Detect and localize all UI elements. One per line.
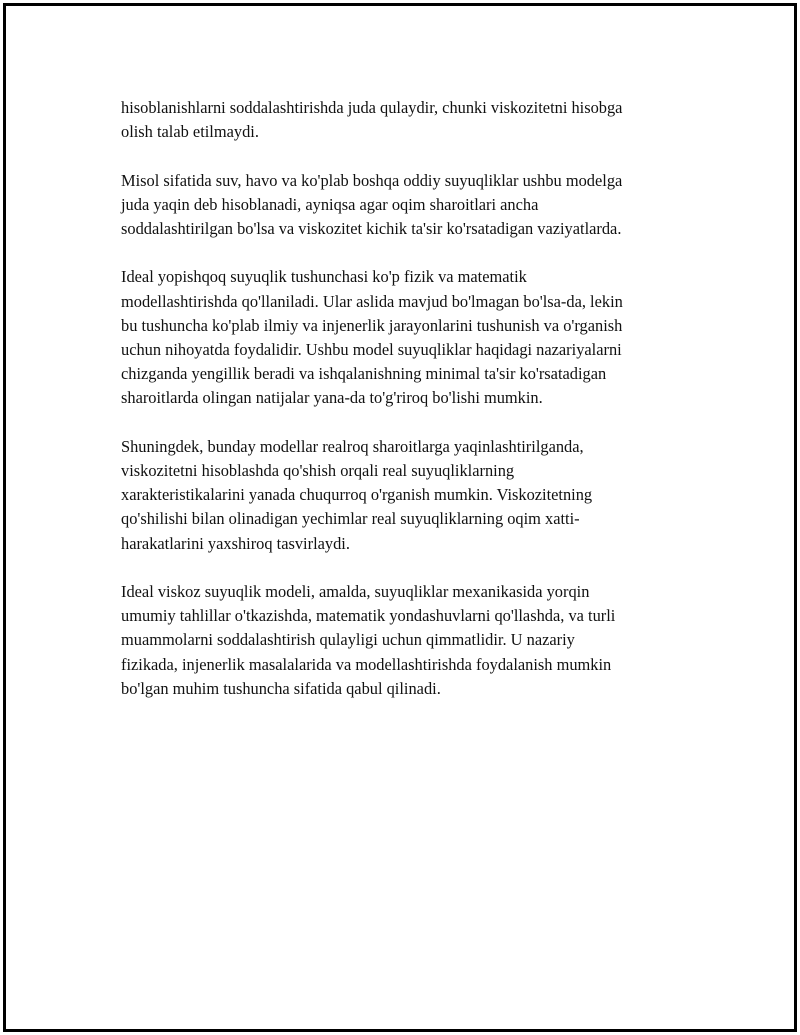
text-line: uchun nihoyatda foydalidir. Ushbu model suyuqliklar haqidagi nazariyalarni: [121, 340, 622, 359]
text-line: fizikada, injenerlik masalalarida va modellashtirishda foydalanish mumkin: [121, 654, 612, 674]
paragraph-2: [121, 169, 691, 242]
text-line: qo'shilishi bilan olinadigan yechimlar real suyuqliklarning oqim xatti-: [121, 509, 580, 529]
text-line: viskozitetni hisoblashda qo'shish orqali real suyuqliklarning: [121, 461, 515, 480]
paragraph-5: [121, 580, 691, 701]
text-line: Misol sifatida suv, havo va ko'plab boshqa oddiy suyuqliklar ushbu modelga: [121, 170, 623, 190]
paragraph-4: [121, 435, 691, 556]
text-line: chizganda yengillik beradi va ishqalanishning minimal ta'sir ko'rsatadigan: [121, 364, 607, 384]
text-line: hisoblanishlarni soddalashtirishda juda qulaydir, chunki viskozitetni hisobga: [121, 98, 623, 117]
document-body: [121, 96, 691, 725]
text-line: muammolarni soddalashtirish qulayligi uchun qimmatlidir. U nazariy: [121, 630, 575, 650]
text-line: Shuningdek, bunday modellar realroq sharoitlarga yaqinlashtirilganda,: [121, 436, 584, 456]
text-line: soddalashtirilgan bo'lsa va viskozitet kichik ta'sir ko'rsatadigan vaziyatlarda.: [121, 219, 622, 238]
text-line: olish talab etilmaydi.: [121, 122, 259, 142]
text-line: Ideal viskoz suyuqlik modeli, amalda, suyuqliklar mexanikasida yorqin: [121, 582, 590, 601]
paragraph-1: [121, 96, 691, 144]
text-line: modellashtirishda qo'llaniladi. Ular aslida mavjud bo'lmagan bo'lsa-da, lekin: [121, 291, 623, 311]
text-line: Ideal yopishqoq suyuqlik tushunchasi ko'p fizik va matematik: [121, 267, 527, 287]
document-page: [3, 3, 797, 1032]
text-line: bo'lgan muhim tushuncha sifatida qabul qilinadi.: [121, 678, 441, 698]
text-line: xarakteristikalarini yanada chuqurroq o'rganish mumkin. Viskozitetning: [121, 485, 593, 505]
text-line: sharoitlarda olingan natijalar yana-da to'g'riroq bo'lishi mumkin.: [121, 388, 543, 408]
text-line: juda yaqin deb hisoblanadi, ayniqsa agar oqim sharoitlari ancha: [121, 194, 539, 214]
text-line: bu tushuncha ko'plab ilmiy va injenerlik jarayonlarini tushunish va o'rganish: [121, 315, 623, 335]
text-line: harakatlarini yaxshiroq tasvirlaydi.: [121, 533, 350, 553]
paragraph-3: [121, 265, 691, 410]
text-line: umumiy tahlillar o'tkazishda, matematik yondashuvlarni qo'llashda, va turli: [121, 606, 616, 626]
